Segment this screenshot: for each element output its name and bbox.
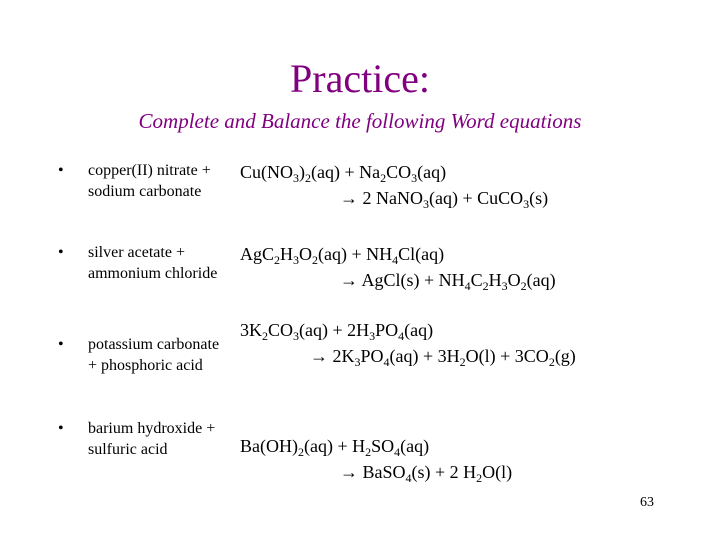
chemical-equation bbox=[240, 242, 660, 293]
products-line bbox=[340, 460, 512, 484]
formula-text: CO bbox=[268, 320, 294, 340]
formula-subscript: 2 bbox=[459, 355, 466, 369]
formula-text: → 2K bbox=[310, 346, 355, 366]
formula-text: C bbox=[470, 270, 483, 290]
formula-subscript: 3 bbox=[523, 197, 530, 211]
bullet: • bbox=[58, 336, 64, 353]
formula-subscript: 3 bbox=[354, 355, 361, 369]
formula-text: AgC bbox=[240, 244, 275, 264]
word-equation: barium hydroxide + sulfuric acid bbox=[88, 420, 216, 458]
formula-text: O(l) + 3CO bbox=[465, 346, 549, 366]
formula-subscript: 4 bbox=[383, 355, 390, 369]
formula-text: Ba(OH) bbox=[240, 436, 298, 456]
formula-text: O(l) bbox=[482, 462, 513, 482]
bullet: • bbox=[58, 244, 64, 261]
formula-subscript: 2 bbox=[305, 171, 311, 185]
formula-subscript: 2 bbox=[380, 171, 387, 185]
formula-text: 3K bbox=[240, 320, 262, 340]
products-line bbox=[340, 268, 556, 292]
formula-subscript: 4 bbox=[405, 471, 412, 485]
formula-subscript: 2 bbox=[262, 329, 268, 343]
formula-subscript: 2 bbox=[365, 445, 372, 459]
formula-subscript: 2 bbox=[297, 445, 304, 459]
formula-subscript: 2 bbox=[548, 355, 555, 369]
formula-text: H bbox=[488, 270, 502, 290]
formula-text: → BaSO bbox=[340, 462, 406, 482]
word-equation: copper(II) nitrate + sodium carbonate bbox=[88, 162, 211, 200]
formula-text: → AgCl(s) + NH bbox=[340, 270, 465, 290]
formula-text: (s) bbox=[529, 188, 549, 208]
formula-text: (aq) + 2H bbox=[299, 320, 370, 340]
formula-text: (aq) + Na bbox=[311, 162, 381, 182]
reactants-line bbox=[240, 434, 660, 458]
formula-subscript: 4 bbox=[392, 253, 399, 267]
formula-text: (aq) bbox=[526, 270, 556, 290]
formula-subscript: 3 bbox=[411, 171, 418, 185]
formula-subscript: 2 bbox=[312, 253, 319, 267]
formula-text: PO bbox=[375, 320, 399, 340]
word-equation: potassium carbonate + phosphoric acid bbox=[88, 336, 220, 374]
formula-text: (aq) bbox=[417, 162, 447, 182]
formula-text: (aq) + CuCO bbox=[429, 188, 524, 208]
bullet: • bbox=[58, 162, 64, 179]
slide-subtitle: Complete and Balance the following Word equations bbox=[138, 109, 582, 133]
formula-subscript: 4 bbox=[398, 329, 405, 343]
formula-text: (g) bbox=[554, 346, 576, 366]
slide-title: Practice: bbox=[290, 56, 430, 101]
products-line bbox=[340, 186, 548, 210]
chemical-equation bbox=[240, 434, 660, 485]
formula-text: SO bbox=[371, 436, 395, 456]
products-line bbox=[310, 344, 576, 368]
formula-text: ) bbox=[299, 162, 305, 182]
formula-text: (aq) + NH bbox=[318, 244, 393, 264]
word-equation: silver acetate + ammonium chloride bbox=[88, 244, 218, 282]
bullet: • bbox=[58, 420, 64, 437]
formula-subscript: 3 bbox=[293, 253, 300, 267]
reactants-line bbox=[240, 318, 660, 342]
formula-text: O bbox=[299, 244, 313, 264]
formula-text: (aq) bbox=[404, 320, 434, 340]
formula-text: O bbox=[507, 270, 521, 290]
formula-text: (s) + 2 H bbox=[411, 462, 477, 482]
formula-subscript: 4 bbox=[464, 279, 471, 293]
formula-subscript: 2 bbox=[476, 471, 483, 485]
formula-subscript: 2 bbox=[274, 253, 281, 267]
formula-subscript: 4 bbox=[394, 445, 401, 459]
formula-text: → 2 NaNO bbox=[340, 188, 423, 208]
formula-text: H bbox=[280, 244, 294, 264]
chemical-equation bbox=[240, 318, 660, 369]
formula-subscript: 3 bbox=[293, 171, 299, 185]
formula-text: CO bbox=[386, 162, 412, 182]
formula-subscript: 2 bbox=[520, 279, 527, 293]
formula-subscript: 3 bbox=[423, 197, 429, 211]
formula-text: (aq) + H bbox=[303, 436, 366, 456]
formula-subscript: 3 bbox=[501, 279, 508, 293]
formula-text: PO bbox=[360, 346, 384, 366]
reactants-line bbox=[240, 160, 660, 184]
formula-text: (aq) bbox=[400, 436, 430, 456]
formula-subscript: 3 bbox=[293, 329, 300, 343]
reactants-line bbox=[240, 242, 660, 266]
formula-subscript: 2 bbox=[482, 279, 489, 293]
formula-subscript: 3 bbox=[369, 329, 376, 343]
formula-text: (aq) + 3H bbox=[389, 346, 460, 366]
chemical-equation bbox=[240, 160, 660, 211]
page-number: 63 bbox=[640, 495, 654, 510]
formula-text: Cl(aq) bbox=[398, 244, 445, 264]
formula-text: Cu(NO bbox=[240, 162, 293, 182]
